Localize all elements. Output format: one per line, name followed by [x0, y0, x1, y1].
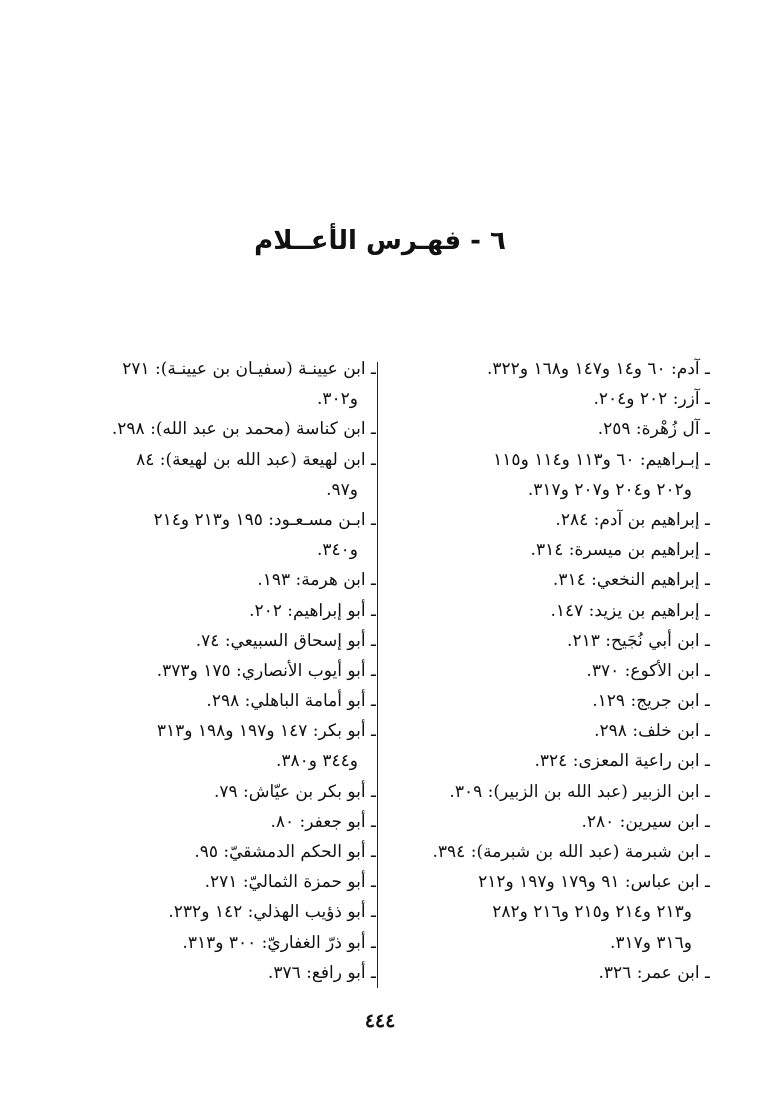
- index-entry: ـ أبو بكر: ١٤٧ و١٩٧ و١٩٨ و٣١٣: [156, 721, 376, 742]
- index-entry: ـ ابـن مسـعـود: ١٩٥ و٢١٣ و٢١٤: [153, 509, 376, 530]
- index-entry: ـ أبو أمامة الباهلي: ٢٩٨.: [206, 691, 376, 712]
- index-entry: ـ ابن عباس: ٩١ و١٧٩ و١٩٧ و٢١٢: [478, 872, 710, 893]
- index-entry: ـ ابن كناسة (محمد بن عبد الله): ٢٩٨.: [111, 419, 376, 440]
- column-divider: [377, 362, 378, 988]
- index-entry: ـ ابن الأكوع: ٣٧٠.: [586, 660, 710, 681]
- index-entry-continuation: و٢٠٢ و٢٠٤ و٢٠٧ و٣١٧.: [527, 479, 692, 500]
- index-entry: ـ أبو أيوب الأنصاري: ١٧٥ و٣٧٣.: [156, 660, 376, 681]
- index-entry-continuation: و٣٤٠.: [316, 540, 358, 561]
- index-entry: ـ آزر: ٢٠٢ و٢٠٤.: [593, 389, 710, 410]
- index-entry: ـ ابن راعية المعزى: ٣٢٤.: [534, 751, 710, 772]
- page-title: ٦ - فهـرس الأعــلام: [254, 226, 506, 256]
- index-entry: ـ أبو ذؤيب الهذلي: ١٤٢ و٢٣٢.: [168, 902, 376, 923]
- index-column-left: [54, 354, 376, 988]
- index-entry: ـ ابن الزبير (عبد الله بن الزبير): ٣٠٩.: [449, 781, 710, 802]
- index-entry: ـ ابن هرمة: ١٩٣.: [257, 570, 376, 591]
- index-entry: ـ ابن سيرين: ٢٨٠.: [581, 811, 710, 832]
- index-entry: ـ إبراهيم النخعي: ٣١٤.: [552, 570, 710, 591]
- index-entry: ـ آل زُهْرة: ٢٥٩.: [597, 419, 710, 440]
- index-entry: ـ أبو حمزة الثماليّ: ٢٧١.: [204, 872, 376, 893]
- index-entry: ـ أبو بكر بن عيّاش: ٧٩.: [213, 781, 376, 802]
- index-column-right: [388, 354, 710, 988]
- index-entry: ـ إبراهيم بن ميسرة: ٣١٤.: [530, 540, 710, 561]
- index-entry: ـ ابن أبي نُجَيح: ٢١٣.: [567, 630, 710, 651]
- index-entry-continuation: و٣٤٤ و٣٨٠.: [275, 751, 358, 772]
- index-entry: ـ أبو رافع: ٣٧٦.: [267, 962, 376, 983]
- index-entry: ـ ابن عيينـة (سفيـان بن عيينـة): ٢٧١: [122, 359, 376, 379]
- index-entry: ـ ابن لهيعة (عبد الله بن لهيعة): ٨٤: [136, 449, 376, 470]
- index-entry: ـ أبو الحكم الدمشقيّ: ٩٥.: [194, 842, 376, 862]
- index-entry: ـ ابن جريج: ١٢٩.: [592, 691, 710, 712]
- index-entry: ـ أبو ذرّ الغفاريّ: ٣٠٠ و٣١٣.: [182, 932, 376, 953]
- index-entry: ـ إبراهيم بن آدم: ٢٨٤.: [555, 509, 710, 530]
- index-entry: ـ أبو إبراهيم: ٢٠٢.: [249, 600, 376, 621]
- index-entry-continuation: و٩٧.: [326, 479, 358, 500]
- index-entry-continuation: و٣١٦ و٣١٧.: [609, 932, 692, 953]
- index-entry: ـ آدم: ٦٠ و١٤ و١٤٧ و١٦٨ و٣٢٢.: [487, 359, 710, 379]
- index-entry-continuation: و٣٠٢.: [316, 389, 358, 410]
- index-entry-continuation: و٢١٣ و٢١٤ و٢١٥ و٢١٦ و٢٨٢: [492, 902, 692, 923]
- index-entry: ـ إبراهيم بن يزيد: ١٤٧.: [550, 600, 710, 621]
- index-entry: ـ أبو جعفر: ٨٠.: [270, 811, 376, 832]
- index-entry: ـ ابن خلف: ٢٩٨.: [594, 721, 710, 742]
- index-entry: ـ ابن عمر: ٣٢٦.: [598, 962, 710, 983]
- page-number: ٤٤٤: [364, 1010, 396, 1032]
- index-entry: ـ ابن شبرمة (عبد الله بن شبرمة): ٣٩٤.: [432, 842, 710, 862]
- index-entry: ـ أبو إسحاق السبيعي: ٧٤.: [195, 630, 376, 651]
- index-entry: ـ إبـراهيم: ٦٠ و١١٣ و١١٤ و١١٥: [493, 449, 710, 470]
